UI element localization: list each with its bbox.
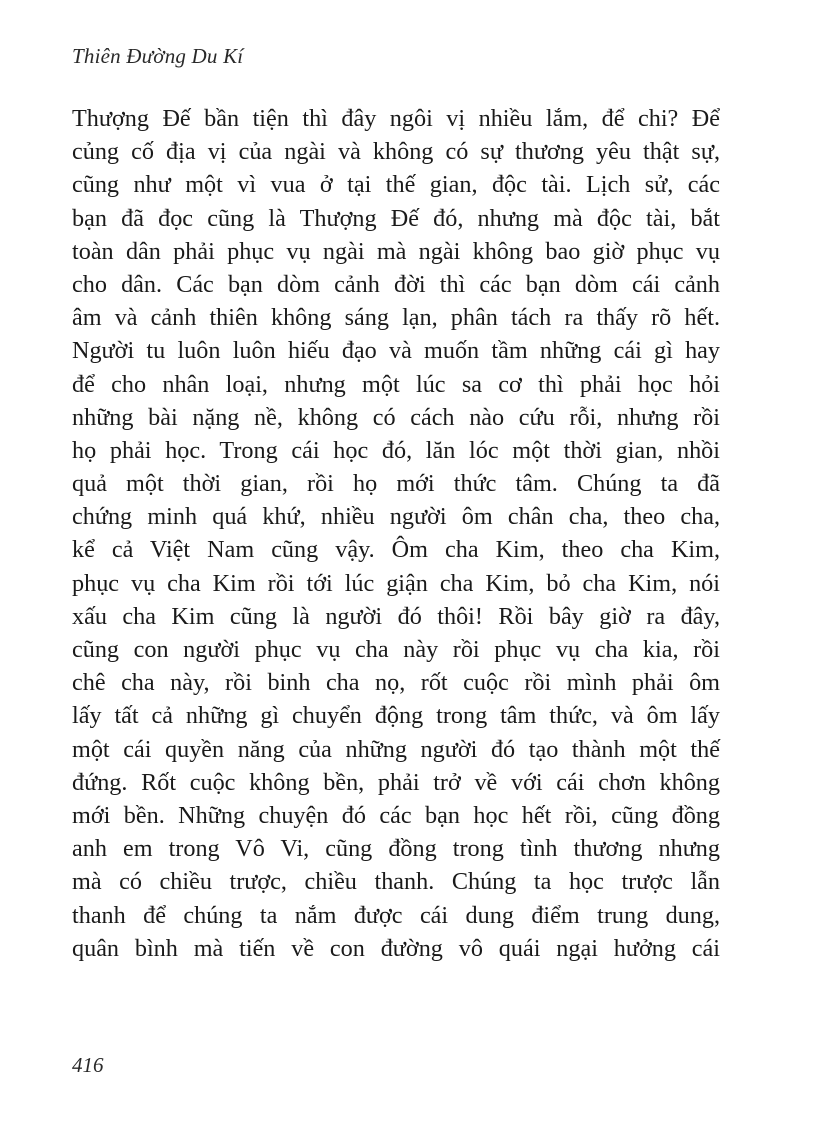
text-line: quả một thời gian, rồi họ mới thức tâm. Chúng ta đã: [72, 470, 720, 498]
text-line: lấy tất cả những gì chuyển động trong tâm thức, và ôm lấy: [72, 702, 720, 730]
text-line: chê cha này, rồi binh cha nọ, rốt cuộc rồi mình phải ôm: [72, 669, 720, 697]
running-header-title: Thiên Đường Du Kí: [72, 44, 244, 68]
text-line: kể cả Việt Nam cũng vậy. Ôm cha Kim, theo cha Kim,: [72, 536, 720, 564]
text-line: mà có chiều trược, chiều thanh. Chúng ta học trược lẫn: [72, 868, 720, 896]
body-paragraph: [72, 102, 720, 965]
text-line: xấu cha Kim cũng là người đó thôi! Rồi bây giờ ra đây,: [72, 602, 720, 630]
text-line: bạn đã đọc cũng là Thượng Đế đó, nhưng mà độc tài, bắt: [72, 204, 720, 232]
text-line: những bài nặng nề, không có cách nào cứu rỗi, nhưng rồi: [72, 403, 720, 431]
text-line: cho dân. Các bạn dòm cảnh đời thì các bạn dòm cái cảnh: [72, 270, 720, 298]
text-line: cũng như một vì vua ở tại thế gian, độc tài. Lịch sử, các: [72, 171, 720, 199]
text-line: mới bền. Những chuyện đó các bạn học hết rồi, cũng đồng: [72, 801, 720, 829]
text-line: âm và cảnh thiên không sáng lạn, phân tách ra thấy rõ hết.: [72, 304, 720, 332]
text-line: Người tu luôn luôn hiếu đạo và muốn tầm những cái gì hay: [72, 337, 720, 365]
text-line: đứng. Rốt cuộc không bền, phải trở về với cái chơn không: [72, 768, 720, 796]
text-line: toàn dân phải phục vụ ngài mà ngài không bao giờ phục vụ: [72, 237, 720, 265]
text-line: củng cố địa vị của ngài và không có sự thương yêu thật sự,: [72, 138, 720, 166]
text-line: thanh để chúng ta nắm được cái dung điểm trung dung,: [72, 901, 720, 929]
text-line: Thượng Đế bần tiện thì đây ngôi vị nhiều lắm, để chi? Để: [72, 105, 720, 132]
text-line: anh em trong Vô Vi, cũng đồng trong tình thương nhưng: [72, 835, 720, 863]
text-line: một cái quyền năng của những người đó tạo thành một thế: [72, 735, 720, 763]
text-line: phục vụ cha Kim rồi tới lúc giận cha Kim, bỏ cha Kim, nói: [72, 569, 720, 597]
text-line: để cho nhân loại, nhưng một lúc sa cơ thì phải học hỏi: [72, 370, 720, 398]
text-line: cũng con người phục vụ cha này rồi phục vụ cha kia, rồi: [72, 636, 720, 663]
page-number: 416: [72, 1053, 104, 1077]
text-line: họ phải học. Trong cái học đó, lăn lóc một thời gian, nhồi: [72, 436, 720, 464]
text-line: quân bình mà tiến về con đường vô quái ngại hưởng cái: [72, 934, 720, 962]
text-line: chứng minh quá khứ, nhiều người ôm chân cha, theo cha,: [72, 503, 720, 531]
